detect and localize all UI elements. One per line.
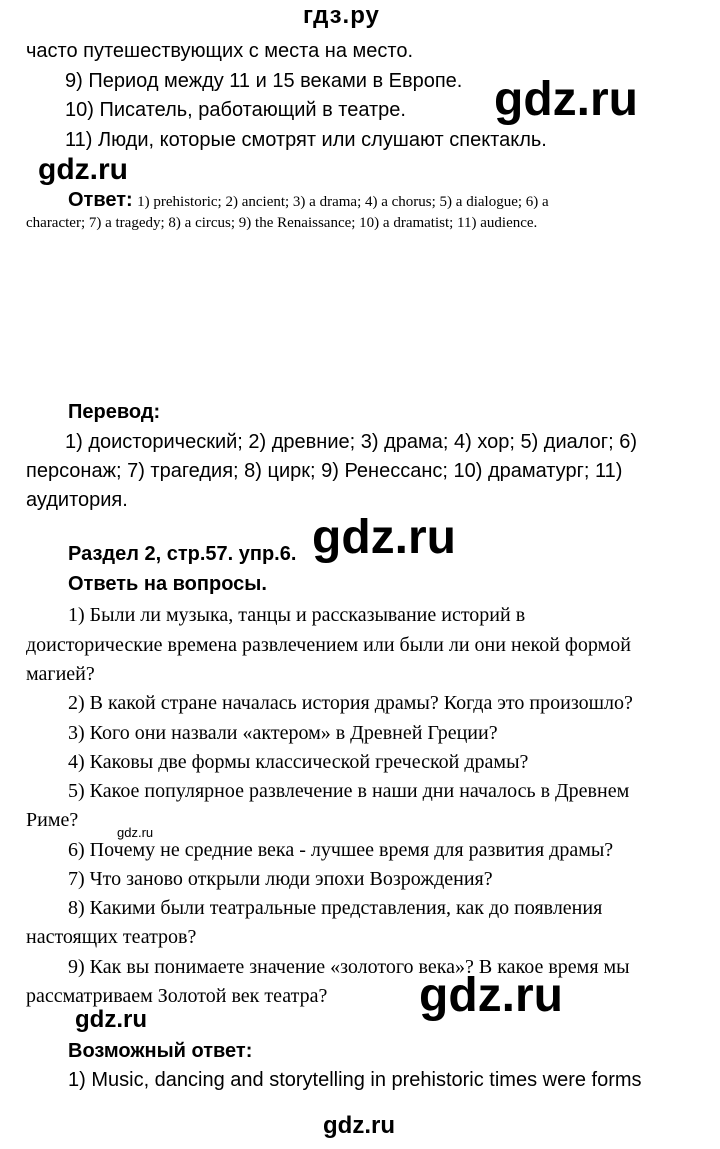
question-line: 7) Что заново открыли люди эпохи Возрождения? [68,868,493,890]
question-line: 5) Какое популярное развлечение в наши дни началось в Древнем [68,780,630,802]
question-line: 1) Были ли музыка, танцы и рассказывание историй в [68,604,526,626]
question-line: доисторические времена развлечением или были ли они некой формой [26,634,631,656]
definition-line: 11) Люди, которые смотрят или слушают спектакль. [65,129,547,151]
question-line: Риме? [26,809,79,831]
page-header: гдз.ру [303,2,380,29]
question-line: 2) В какой стране началась история драмы? Когда это произошло? [68,692,633,714]
question-line: 4) Каковы две формы классической греческой драмы? [68,751,529,773]
possible-answer-line: 1) Music, dancing and storytelling in prehistoric times were forms [68,1069,642,1091]
answer-text: 1) prehistoric; 2) ancient; 3) a drama; 4) a chorus; 5) a dialogue; 6) a [137,194,549,210]
definition-line: 9) Период между 11 и 15 веками в Европе. [65,70,463,92]
question-line: 9) Как вы понимаете значение «золотого века»? В какое время мы [68,956,630,978]
watermark: gdz.ru [75,1006,147,1033]
watermark: gdz.ru [494,73,638,126]
definition-line: 10) Писатель, работающий в театре. [65,99,406,121]
question-line: 3) Кого они назвали «актером» в Древней Греции? [68,722,498,744]
translation-label: Перевод: [68,401,161,423]
watermark: gdz.ru [117,825,154,840]
translation-line: 1) доисторический; 2) древние; 3) драма; 4) хор; 5) диалог; 6) [65,431,637,453]
answer-line-2: character; 7) a tragedy; 8) a circus; 9) the Renaissance; 10) a dramatist; 11) audience. [26,215,538,231]
possible-answer-label: Возможный ответ: [68,1040,253,1062]
section-title: Раздел 2, стр.57. упр.6. [68,543,297,565]
question-line: рассматриваем Золотой век театра? [26,985,328,1007]
definition-line: часто путешествующих с места на место. [26,40,414,62]
watermark: gdz.ru [38,153,128,186]
translation-line: аудитория. [26,489,128,511]
question-line: магией? [26,663,95,685]
question-line: настоящих театров? [26,926,197,948]
watermark: gdz.ru [419,969,563,1022]
answer-label: Ответ: [68,189,133,211]
question-line: 8) Какими были театральные представления, как до появления [68,897,603,919]
watermark: gdz.ru [323,1112,395,1139]
answer-line-1 [68,186,549,214]
question-line: 6) Почему не средние века - лучшее время для развития драмы? [68,839,614,861]
watermark: gdz.ru [312,511,456,564]
translation-line: персонаж; 7) трагедия; 8) цирк; 9) Ренессанс; 10) драматург; 11) [26,460,623,482]
section-subtitle: Ответь на вопросы. [68,573,267,595]
